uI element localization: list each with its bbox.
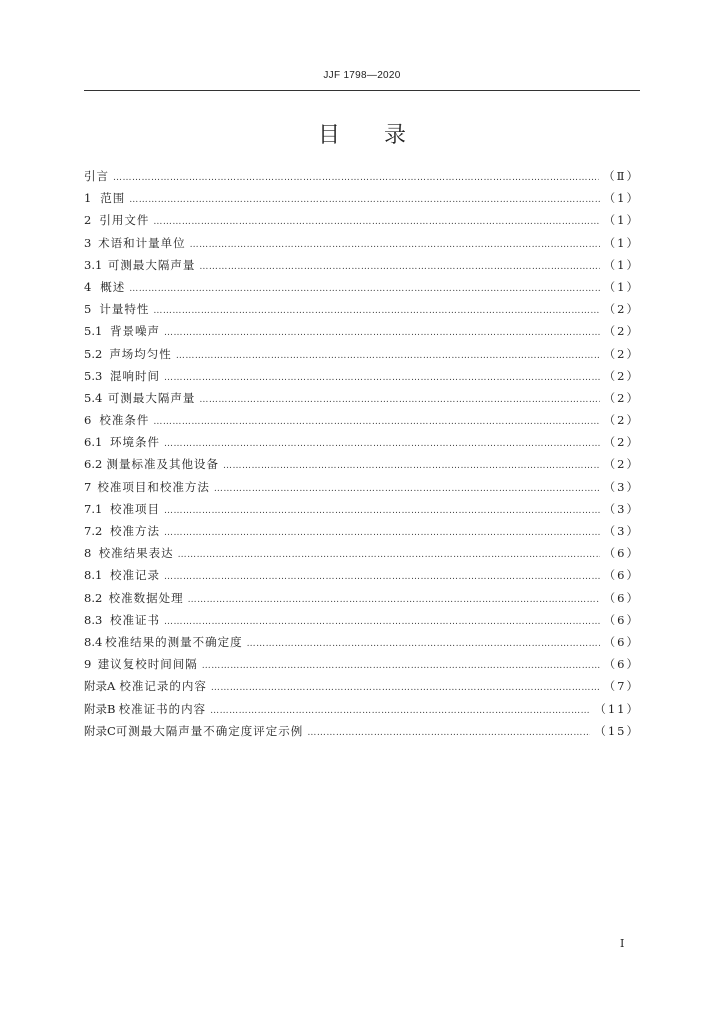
toc-dot-leader xyxy=(210,706,590,716)
toc-dot-leader xyxy=(190,240,600,250)
toc-entry[interactable] xyxy=(84,301,640,323)
toc-entry-number: 5.3 xyxy=(84,368,103,383)
toc-entry[interactable] xyxy=(84,346,640,368)
toc-entry[interactable] xyxy=(84,434,640,456)
toc-entry-page: （15） xyxy=(594,723,640,738)
toc-entry-page: （3） xyxy=(603,501,640,516)
toc-dot-leader xyxy=(153,306,599,316)
toc-entry[interactable] xyxy=(84,723,640,745)
toc-entry[interactable] xyxy=(84,479,640,501)
toc-dot-leader xyxy=(164,617,600,627)
toc-entry-page: （2） xyxy=(603,346,640,361)
toc-entry-page: （6） xyxy=(603,634,640,649)
toc-entry-label: 校准结果表达 xyxy=(98,546,174,561)
toc-entry-page: （6） xyxy=(603,568,640,583)
toc-entry-page: （2） xyxy=(603,302,640,317)
toc-entry-label: 混响时间 xyxy=(110,368,161,383)
toc-entry-label: 校准证书的内容 xyxy=(118,701,207,716)
toc-entry-label: 建议复校时间间隔 xyxy=(97,657,198,672)
toc-entry[interactable] xyxy=(84,523,640,545)
toc-entry-number: 8.2 xyxy=(84,590,103,605)
toc-entry-page: （1） xyxy=(603,279,640,294)
toc-entry-number: 8.4 xyxy=(84,634,103,649)
toc-dot-leader xyxy=(153,417,599,427)
toc-dot-leader xyxy=(129,195,599,205)
toc-entry[interactable] xyxy=(84,212,640,234)
toc-entry-label: 校准数据处理 xyxy=(108,590,184,605)
toc-dot-leader xyxy=(202,661,600,671)
toc-entry[interactable] xyxy=(84,545,640,567)
toc-dot-leader xyxy=(178,550,600,560)
toc-entry-label: 可测最大隔声量不确定度评定示例 xyxy=(115,723,304,738)
toc-entry-label: 环境条件 xyxy=(110,435,161,450)
toc-dot-leader xyxy=(199,395,599,405)
page-number: Ⅰ xyxy=(620,937,625,950)
toc-entry-label: 术语和计量单位 xyxy=(98,235,186,250)
toc-entry[interactable] xyxy=(84,235,640,257)
toc-dot-leader xyxy=(164,328,600,338)
toc-entry[interactable] xyxy=(84,678,640,700)
toc-entry-page: （Ⅱ） xyxy=(603,169,640,183)
toc-entry-label: 校准项目和校准方法 xyxy=(97,479,210,494)
toc-entry[interactable] xyxy=(84,501,640,523)
toc-entry[interactable] xyxy=(84,279,640,301)
toc-dot-leader xyxy=(164,439,600,449)
toc-entry-label: 可测最大隔声量 xyxy=(107,390,196,405)
toc-entry-number: 附录C xyxy=(84,723,116,738)
toc-entry-number: 7.2 xyxy=(84,524,103,538)
toc-dot-leader xyxy=(199,262,599,272)
toc-entry-page: （2） xyxy=(603,368,640,383)
toc-dot-leader xyxy=(164,373,600,383)
toc-entry-number: 2 xyxy=(84,213,92,228)
toc-entry[interactable] xyxy=(84,656,640,678)
toc-entry-label: 声场均匀性 xyxy=(109,346,172,361)
toc-entry-label: 范围 xyxy=(100,191,126,206)
toc-entry-number: 5 xyxy=(84,302,92,317)
document-code-header: JJF 1798—2020 xyxy=(323,70,401,81)
toc-dot-leader xyxy=(164,528,600,538)
toc-entry-number: 6.2 xyxy=(84,457,103,472)
toc-dot-leader xyxy=(223,461,600,471)
toc-entry-number: 7 xyxy=(84,479,92,494)
toc-entry-number: 8.1 xyxy=(84,568,103,583)
toc-dot-leader xyxy=(176,351,600,361)
toc-entry-label: 校准条件 xyxy=(99,413,150,428)
toc-entry-label: 校准记录 xyxy=(110,568,161,583)
toc-entry[interactable] xyxy=(84,612,640,634)
toc-entry-page: （1） xyxy=(603,191,640,206)
toc-entry-page: （6） xyxy=(603,612,640,627)
toc-entry-number: 9 xyxy=(84,657,92,672)
toc-entry[interactable] xyxy=(84,701,640,723)
toc-entry-number: 3 xyxy=(84,235,92,250)
toc-entry-page: （6） xyxy=(603,657,640,672)
toc-entry-label: 可测最大隔声量 xyxy=(107,257,196,272)
toc-entry-number: 4 xyxy=(84,279,92,294)
toc-entry-label: 背景噪声 xyxy=(110,324,161,339)
toc-entry-number: 附录B xyxy=(84,701,116,716)
toc-dot-leader xyxy=(247,639,600,649)
toc-entry-page: （1） xyxy=(603,235,640,250)
toc-entry[interactable] xyxy=(84,390,640,412)
toc-entry[interactable] xyxy=(84,412,640,434)
toc-entry-page: （2） xyxy=(603,435,640,450)
toc-entry[interactable] xyxy=(84,168,640,190)
toc-dot-leader xyxy=(211,683,600,693)
toc-entry[interactable] xyxy=(84,634,640,656)
toc-entry-label: 校准记录的内容 xyxy=(119,679,207,694)
table-of-contents xyxy=(84,168,640,745)
toc-entry-label: 校准项目 xyxy=(110,501,161,516)
toc-dot-leader xyxy=(164,572,600,582)
header-divider xyxy=(84,90,640,91)
toc-entry[interactable] xyxy=(84,590,640,612)
toc-entry-number: 5.4 xyxy=(84,390,103,405)
toc-entry-number: 8 xyxy=(84,546,92,561)
toc-entry-page: （2） xyxy=(603,324,640,339)
toc-entry-number: 7.1 xyxy=(84,501,103,516)
toc-entry[interactable] xyxy=(84,190,640,212)
toc-entry[interactable] xyxy=(84,323,640,345)
toc-entry-label: 引用文件 xyxy=(99,213,150,228)
toc-entry-label: 校准方法 xyxy=(110,524,161,538)
toc-entry-page: （1） xyxy=(603,213,640,228)
toc-entry[interactable] xyxy=(84,368,640,390)
toc-entry-page: （6） xyxy=(603,590,640,605)
toc-entry-number: 3.1 xyxy=(84,257,103,272)
toc-entry-number: 6 xyxy=(84,413,92,428)
toc-dot-leader xyxy=(188,595,600,605)
toc-entry-label: 校准结果的测量不确定度 xyxy=(105,634,243,649)
toc-entry-page: （1） xyxy=(603,257,640,272)
toc-entry-page: （2） xyxy=(603,457,640,472)
toc-entry-page: （6） xyxy=(603,546,640,561)
toc-dot-leader xyxy=(164,506,600,516)
toc-entry[interactable] xyxy=(84,456,640,478)
toc-entry-number: 5.2 xyxy=(84,346,103,361)
toc-entry-number: 1 xyxy=(84,191,92,206)
toc-entry[interactable] xyxy=(84,567,640,589)
toc-entry-label: 引言 xyxy=(84,169,109,183)
toc-dot-leader xyxy=(307,728,590,738)
toc-entry-label: 测量标准及其他设备 xyxy=(106,457,219,472)
toc-entry-number: 附录A xyxy=(84,679,116,694)
toc-entry-number: 8.3 xyxy=(84,612,103,627)
toc-entry-label: 计量特性 xyxy=(99,302,150,317)
toc-entry-page: （2） xyxy=(603,413,640,428)
toc-entry[interactable] xyxy=(84,257,640,279)
toc-entry-page: （7） xyxy=(603,679,640,694)
toc-dot-leader xyxy=(113,173,599,183)
toc-entry-label: 概述 xyxy=(100,279,126,294)
toc-entry-number: 6.1 xyxy=(84,435,103,450)
toc-entry-page: （2） xyxy=(603,390,640,405)
toc-entry-page: （3） xyxy=(603,479,640,494)
toc-dot-leader xyxy=(129,284,599,294)
toc-entry-label: 校准证书 xyxy=(110,612,161,627)
toc-entry-page: （3） xyxy=(603,524,640,538)
toc-dot-leader xyxy=(153,217,599,227)
page-title: 目录 xyxy=(317,123,450,148)
toc-entry-page: （11） xyxy=(594,701,640,716)
toc-dot-leader xyxy=(214,484,600,494)
toc-entry-number: 5.1 xyxy=(84,324,103,339)
